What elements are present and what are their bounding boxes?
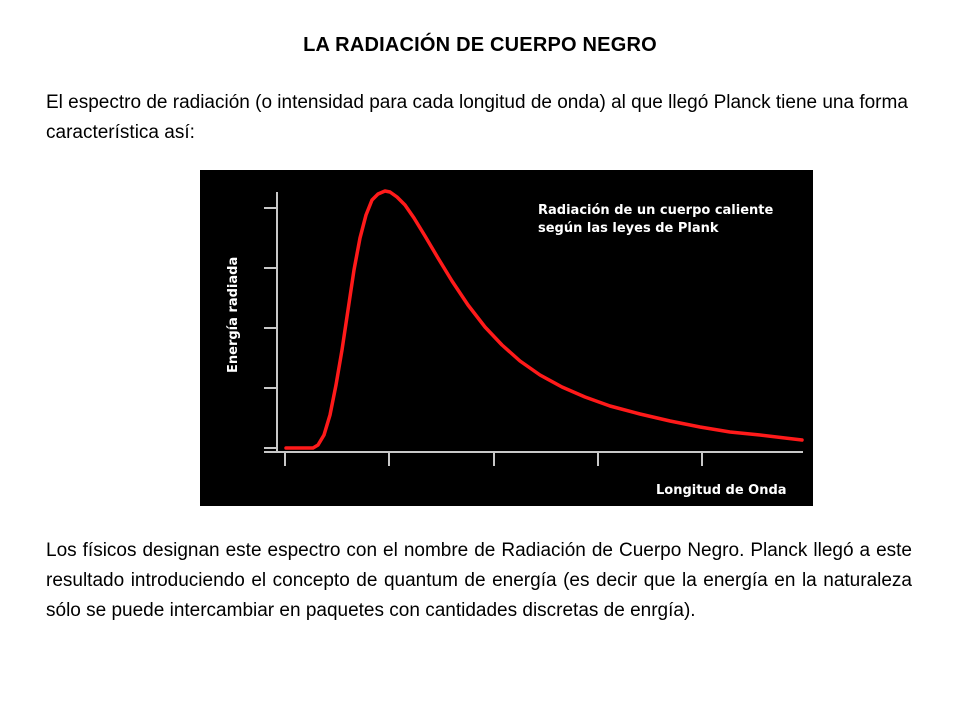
y-axis-label: Energía radiada [226,256,241,373]
body-paragraph: Los físicos designan este espectro con el nombre de Radiación de Cuerpo Negro. Planck llegó a este resultado introduciendo el concepto de quantum de energía (es decir que la energía en la naturaleza sólo se puede intercambiar en paquetes con cantidades discretas de enrgía). [46,540,912,621]
chart-annotation-line1: Radiación de un cuerpo caliente [538,203,774,218]
page-title: LA RADIACIÓN DE CUERPO NEGRO [303,34,657,56]
blackbody-figure [200,170,813,506]
x-axis-label: Longitud de Onda [656,483,787,498]
intro-paragraph: El espectro de radiación (o intensidad para cada longitud de onda) al que llegó Planck tiene una forma característica así: [46,92,908,143]
chart-annotation-line2: según las leyes de Plank [538,221,719,236]
blackbody-chart [200,170,813,506]
